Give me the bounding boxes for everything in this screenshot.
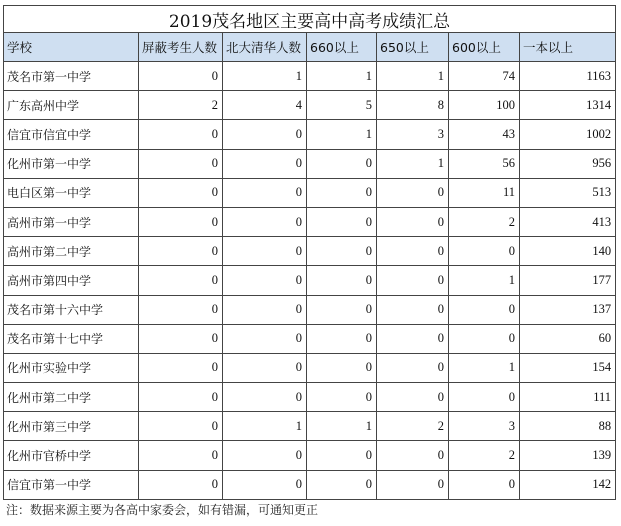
pku-thu-count-cell: 0	[223, 295, 307, 324]
tier1-count-cell: 513	[520, 178, 616, 207]
tier1-count-cell: 1163	[520, 62, 616, 91]
school-name-cell: 化州市第二中学	[4, 383, 139, 412]
table-row	[4, 295, 616, 324]
table-row	[4, 62, 616, 91]
shielded-count-cell: 0	[139, 324, 223, 353]
score-650-cell: 0	[377, 295, 449, 324]
score-600-cell: 56	[449, 149, 520, 178]
school-name-cell: 化州市官桥中学	[4, 441, 139, 470]
table-row	[4, 470, 616, 499]
score-660-cell: 0	[307, 178, 377, 207]
pku-thu-count-cell: 0	[223, 441, 307, 470]
results-table-container	[3, 5, 615, 500]
school-name-cell: 化州市实验中学	[4, 353, 139, 382]
tier1-count-cell: 142	[520, 470, 616, 499]
score-600-cell: 43	[449, 120, 520, 149]
score-600-cell: 0	[449, 237, 520, 266]
column-header-shielded: 屏蔽考生人数	[139, 33, 223, 62]
score-600-cell: 11	[449, 178, 520, 207]
score-660-cell: 0	[307, 266, 377, 295]
score-600-cell: 2	[449, 207, 520, 236]
score-650-cell: 3	[377, 120, 449, 149]
column-header-tier1: 一本以上	[520, 33, 616, 62]
school-name-cell: 茂名市第十六中学	[4, 295, 139, 324]
school-name-cell: 茂名市第十七中学	[4, 324, 139, 353]
school-name-cell: 化州市第一中学	[4, 149, 139, 178]
tier1-count-cell: 177	[520, 266, 616, 295]
score-600-cell: 1	[449, 266, 520, 295]
score-650-cell: 0	[377, 178, 449, 207]
pku-thu-count-cell: 0	[223, 149, 307, 178]
pku-thu-count-cell: 0	[223, 178, 307, 207]
shielded-count-cell: 0	[139, 353, 223, 382]
score-660-cell: 5	[307, 91, 377, 120]
school-name-cell: 化州市第三中学	[4, 412, 139, 441]
tier1-count-cell: 1314	[520, 91, 616, 120]
pku-thu-count-cell: 1	[223, 412, 307, 441]
score-660-cell: 0	[307, 237, 377, 266]
score-600-cell: 0	[449, 324, 520, 353]
score-650-cell: 0	[377, 383, 449, 412]
tier1-count-cell: 88	[520, 412, 616, 441]
table-row	[4, 266, 616, 295]
table-row	[4, 441, 616, 470]
score-660-cell: 0	[307, 295, 377, 324]
tier1-count-cell: 137	[520, 295, 616, 324]
table-row	[4, 353, 616, 382]
school-name-cell: 信宜市第一中学	[4, 470, 139, 499]
table-row	[4, 237, 616, 266]
column-header-650: 650以上	[377, 33, 449, 62]
column-header-600: 600以上	[449, 33, 520, 62]
column-header-school: 学校	[4, 33, 139, 62]
results-table	[3, 5, 616, 500]
score-600-cell: 74	[449, 62, 520, 91]
shielded-count-cell: 0	[139, 149, 223, 178]
shielded-count-cell: 2	[139, 91, 223, 120]
tier1-count-cell: 1002	[520, 120, 616, 149]
tier1-count-cell: 413	[520, 207, 616, 236]
score-650-cell: 0	[377, 207, 449, 236]
table-title: 2019茂名地区主要高中高考成绩汇总	[4, 6, 616, 33]
school-name-cell: 高州市第四中学	[4, 266, 139, 295]
footnote: 注：数据来源主要为各高中家委会，如有错漏，可通知更正	[6, 503, 319, 517]
score-650-cell: 2	[377, 412, 449, 441]
score-600-cell: 1	[449, 353, 520, 382]
table-row	[4, 120, 616, 149]
table-body	[4, 62, 616, 500]
shielded-count-cell: 0	[139, 178, 223, 207]
score-600-cell: 0	[449, 295, 520, 324]
table-row	[4, 412, 616, 441]
school-name-cell: 广东高州中学	[4, 91, 139, 120]
shielded-count-cell: 0	[139, 441, 223, 470]
score-660-cell: 0	[307, 207, 377, 236]
shielded-count-cell: 0	[139, 120, 223, 149]
pku-thu-count-cell: 0	[223, 324, 307, 353]
score-660-cell: 0	[307, 353, 377, 382]
table-row	[4, 324, 616, 353]
score-650-cell: 1	[377, 149, 449, 178]
pku-thu-count-cell: 4	[223, 91, 307, 120]
table-row	[4, 207, 616, 236]
score-600-cell: 0	[449, 383, 520, 412]
score-600-cell: 100	[449, 91, 520, 120]
tier1-count-cell: 111	[520, 383, 616, 412]
shielded-count-cell: 0	[139, 295, 223, 324]
pku-thu-count-cell: 0	[223, 120, 307, 149]
shielded-count-cell: 0	[139, 62, 223, 91]
score-600-cell: 0	[449, 470, 520, 499]
score-660-cell: 1	[307, 120, 377, 149]
score-660-cell: 0	[307, 441, 377, 470]
score-650-cell: 0	[377, 324, 449, 353]
score-650-cell: 0	[377, 237, 449, 266]
column-header-660: 660以上	[307, 33, 377, 62]
pku-thu-count-cell: 0	[223, 353, 307, 382]
shielded-count-cell: 0	[139, 383, 223, 412]
pku-thu-count-cell: 0	[223, 383, 307, 412]
header-row	[4, 33, 616, 62]
score-660-cell: 1	[307, 62, 377, 91]
shielded-count-cell: 0	[139, 237, 223, 266]
score-660-cell: 0	[307, 383, 377, 412]
score-660-cell: 0	[307, 149, 377, 178]
school-name-cell: 信宜市信宜中学	[4, 120, 139, 149]
shielded-count-cell: 0	[139, 207, 223, 236]
score-650-cell: 1	[377, 62, 449, 91]
tier1-count-cell: 60	[520, 324, 616, 353]
score-600-cell: 2	[449, 441, 520, 470]
score-650-cell: 0	[377, 353, 449, 382]
tier1-count-cell: 956	[520, 149, 616, 178]
school-name-cell: 电白区第一中学	[4, 178, 139, 207]
score-650-cell: 0	[377, 441, 449, 470]
shielded-count-cell: 0	[139, 470, 223, 499]
score-650-cell: 0	[377, 470, 449, 499]
pku-thu-count-cell: 0	[223, 237, 307, 266]
table-row	[4, 149, 616, 178]
score-660-cell: 0	[307, 324, 377, 353]
table-row	[4, 383, 616, 412]
shielded-count-cell: 0	[139, 412, 223, 441]
score-660-cell: 1	[307, 412, 377, 441]
score-660-cell: 0	[307, 470, 377, 499]
table-row	[4, 91, 616, 120]
tier1-count-cell: 154	[520, 353, 616, 382]
shielded-count-cell: 0	[139, 266, 223, 295]
score-600-cell: 3	[449, 412, 520, 441]
pku-thu-count-cell: 0	[223, 470, 307, 499]
tier1-count-cell: 140	[520, 237, 616, 266]
score-650-cell: 0	[377, 266, 449, 295]
table-row	[4, 178, 616, 207]
pku-thu-count-cell: 0	[223, 207, 307, 236]
school-name-cell: 高州市第二中学	[4, 237, 139, 266]
school-name-cell: 高州市第一中学	[4, 207, 139, 236]
school-name-cell: 茂名市第一中学	[4, 62, 139, 91]
tier1-count-cell: 139	[520, 441, 616, 470]
column-header-pku-thu: 北大清华人数	[223, 33, 307, 62]
score-650-cell: 8	[377, 91, 449, 120]
pku-thu-count-cell: 1	[223, 62, 307, 91]
pku-thu-count-cell: 0	[223, 266, 307, 295]
